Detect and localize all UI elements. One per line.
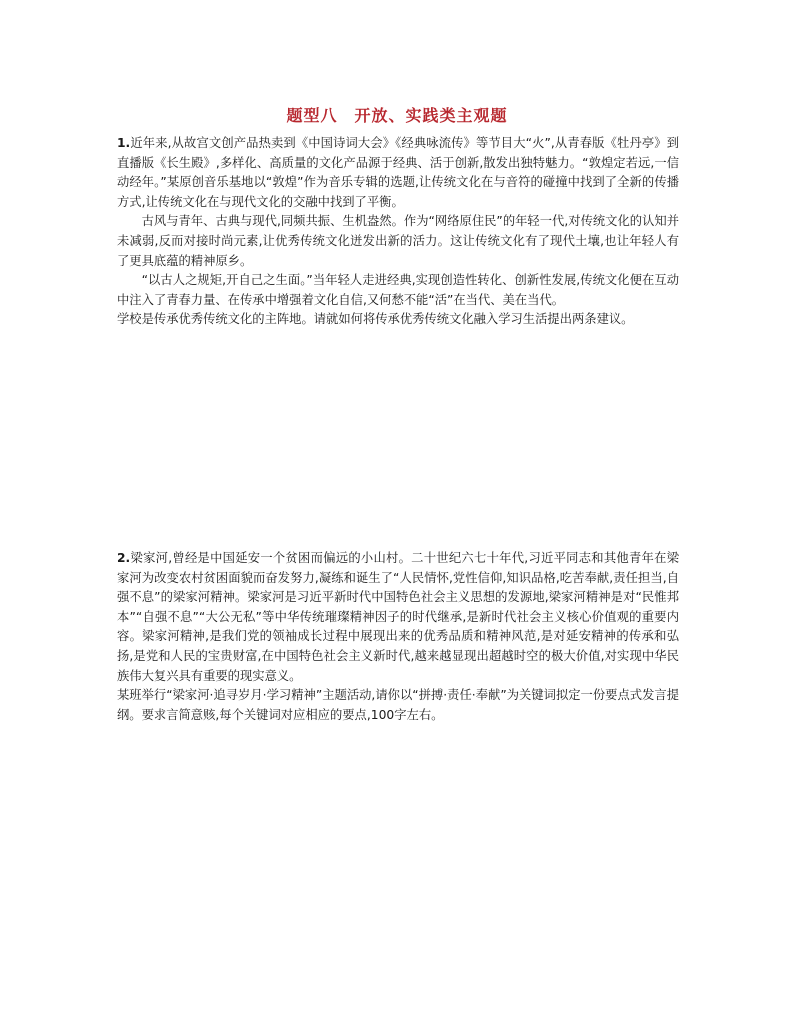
page-title: 题型八 开放、实践类主观题 bbox=[286, 106, 508, 125]
question-2-text-1: 梁家河,曾经是中国延安一个贫困而偏远的小山村。二十世纪六七十年代,习近平同志和其他青年在梁家河为改变农村贫困面貌而奋发努力,凝练和诞生了“人民情怀,党性信仰,知识品格,吃苦奉献,责任担当,自强不息”的梁家河精神。梁家河是习近平新时代中国特色社会主义思想的发源地,梁家河精神是对“民惟邦本”“自强不息”“大公无私”等中华传统璀璨精神因子的时代继承,是新时代社会主义核心价值观的重要内容。梁家河精神,是我们党的领袖成长过程中展现出来的优秀品质和精神风范,是对延安精神的传承和弘扬,是党和人民的宝贵财富,在中国特色社会主义新时代,越来越显现出超越时空的极大价值,对实现中华民族伟大复兴具有重要的现实意义。 bbox=[117, 551, 679, 683]
question-number: 1. bbox=[117, 136, 131, 150]
question-2-paragraph-1 bbox=[117, 549, 679, 686]
question-number: 2. bbox=[117, 551, 131, 565]
question-1-text-1: 近年来,从故宫文创产品热卖到《中国诗词大会》《经典咏流传》等节目大“火”,从青春版《牡丹亭》到直播版《长生殿》,多样化、高质量的文化产品源于经典、活于创新,散发出独特魅力。“敦煌定若远,一信动经年。”某原创音乐基地以“敦煌”作为音乐专辑的选题,让传统文化在与音符的碰撞中找到了全新的传播方式,让传统文化在与现代文化的交融中找到了平衡。 bbox=[117, 136, 679, 209]
question-1-prompt: 学校是传承优秀传统文化的主阵地。请就如何将传承优秀传统文化融入学习生活提出两条建议。 bbox=[117, 312, 634, 327]
question-2 bbox=[117, 549, 679, 725]
question-2-prompt: 某班举行“梁家河·追寻岁月·学习精神”主题活动,请你以“拼搏·责任·奉献”为关键词拟定一份要点式发言提纲。要求言简意赅,每个关键词对应相应的要点,100字左右。 bbox=[117, 688, 679, 722]
question-1-paragraph-2: 古风与青年、古典与现代,同频共振、生机盎然。作为“网络原住民”的年轻一代,对传统文化的认知并未减弱,反而对接时尚元素,让优秀传统文化迸发出新的活力。这让传统文化有了现代土壤,也让年轻人有了更具底蕴的精神原乡。 bbox=[117, 214, 679, 268]
question-1-paragraph-3: “以古人之规矩,开自己之生面。”当年轻人走进经典,实现创造性转化、创新性发展,传统文化便在互动中注入了青春力量、在传承中增强着文化自信,又何愁不能“活”在当代、美在当代。 bbox=[117, 273, 679, 307]
question-1 bbox=[117, 134, 679, 330]
question-1-paragraph-1 bbox=[117, 134, 679, 212]
